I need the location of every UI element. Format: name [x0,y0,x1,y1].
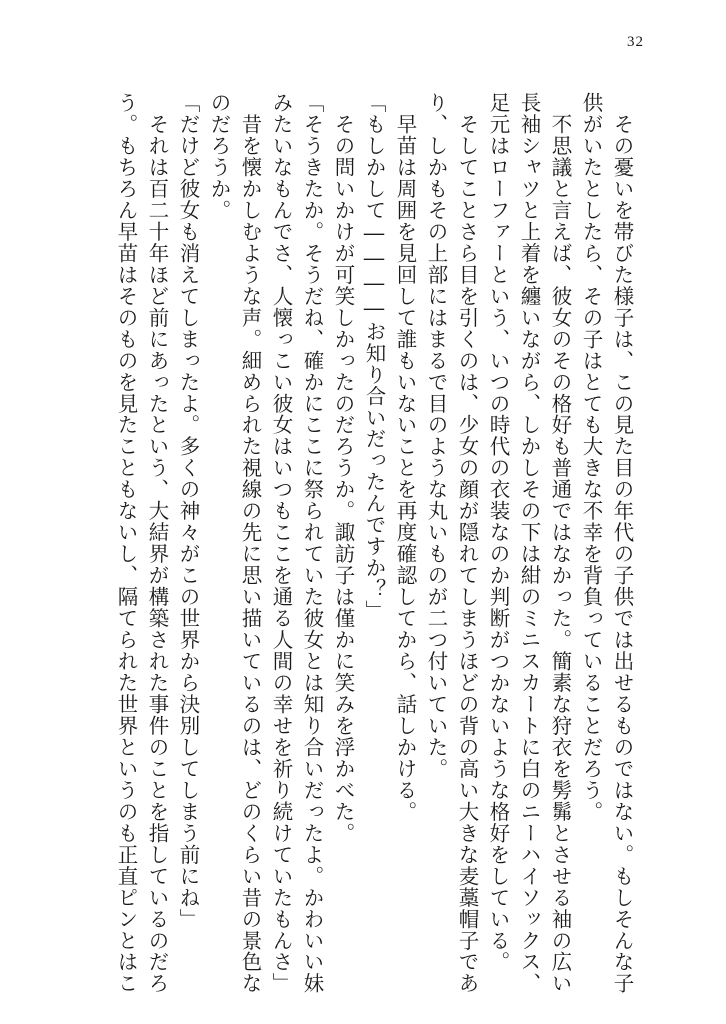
text-line: それは百二十年ほど前にあったという、大結界が構築された事件のことを指しているのだろ [145,92,169,995]
text-line: 「そうきたか。そうだね、確かにここに祭られていた彼女とは知り合いだったよ。かわいい妹 [300,92,324,995]
text-line: その憂いを帯びた様子は、この見た目の年代の子供では出せるものではない。もしそんな子 [610,92,634,995]
text-line: 足元はローファーという、いつの時代の衣装なのか判断がつかないような格好をしている。 [486,92,510,973]
text-line: 不思議と言えば、彼女のその格好も普通ではなかった。簡素な狩衣を髣髴とさせる袖の広い [548,92,572,995]
text-line: り、しかもその上部にはまるで目のような丸いものが二つ付いていた。 [424,92,448,780]
text-line: みたいなもんでさ、人懐っこい彼女はいつもここを通る人間の幸せを祈り続けていたもんさ」 [269,92,293,995]
text-line: 供がいたとしたら、その子はとても大きな不幸を背負っていることだろう。 [579,92,603,823]
text-line: のだろうか。 [207,92,231,221]
text-line: そしてことさら目を引くのは、少女の顔が隠れてしまうほどの背の高い大きな麦藁帽子であ [455,92,479,995]
text-line: その問いかけが可笑しかったのだろうか。諏訪子は僅かに笑みを浮かべた。 [331,92,355,844]
text-line: う。もちろん早苗はそのものを見たこともないし、隔てられた世界というのも正直ピンとはこ [114,92,138,995]
vertical-text-body [110,92,637,995]
text-line: 「だけど彼女も消えてしまったよ。多くの神々がこの世界から決別してしまう前にね」 [176,92,200,930]
text-line: 早苗は周囲を見回して誰もいないことを再度確認してから、話しかける。 [393,92,417,823]
text-line: 「もしかして――――お知り合いだったんですか？」 [362,92,386,622]
page-number: 32 [627,34,644,50]
text-line: 長袖シャツと上着を纏いながら、しかしその下は紺のミニスカートに白のニーハイソックス、 [517,92,541,995]
text-line: 昔を懐かしむような声。細められた視線の先に思い描いているのは、どのくらい昔の景色な [238,92,262,995]
